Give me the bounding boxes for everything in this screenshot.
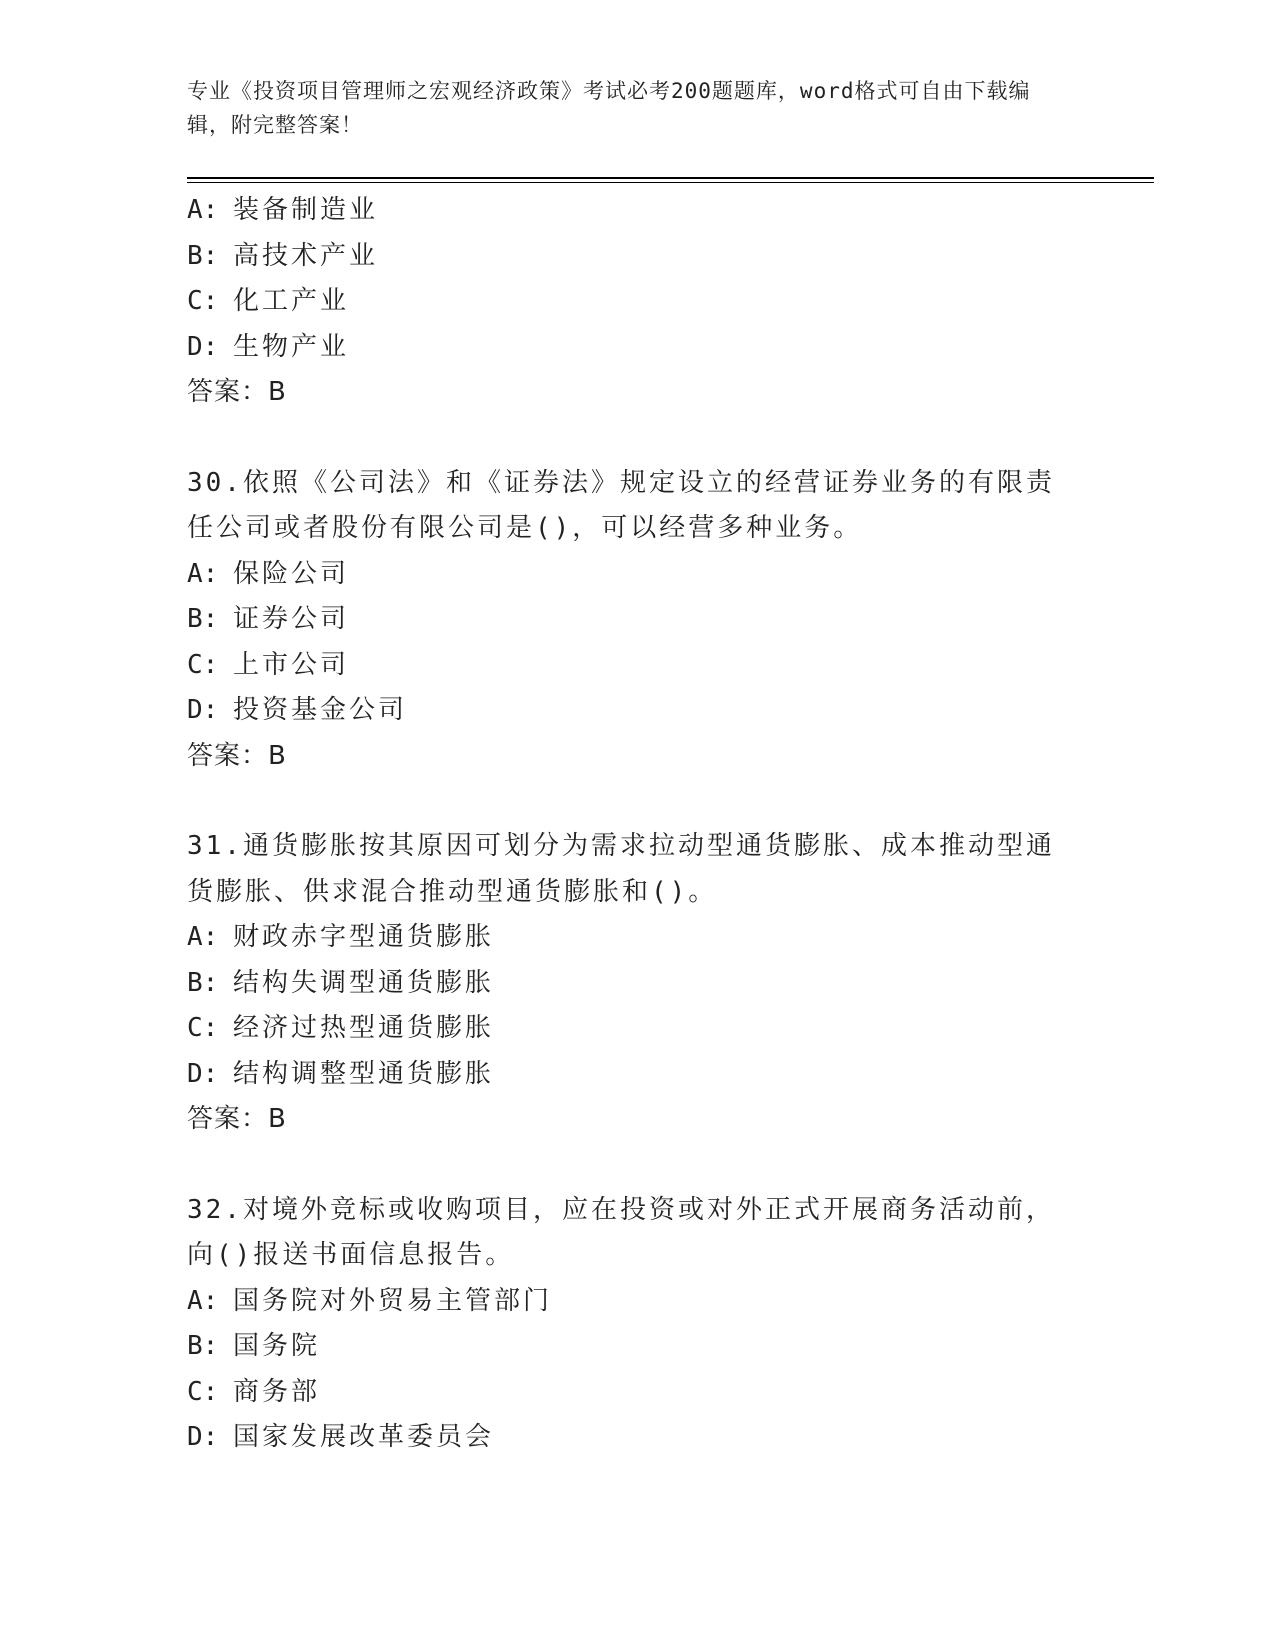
option-c: C: 经济过热型通货膨胀: [187, 1013, 495, 1043]
answer: 答案：B: [187, 1104, 287, 1134]
option-b: B: 高技术产业: [187, 240, 379, 271]
option-a: A: 国务院对外贸易主管部门: [187, 1285, 553, 1316]
question-list: [187, 188, 1087, 1461]
option-d: D: 生物产业: [187, 331, 350, 362]
option-c: C: 商务部: [187, 1376, 321, 1407]
header-rule-thick: [187, 177, 1154, 179]
question-29: [187, 188, 1087, 416]
question-stem: 30.依照《公司法》和《证券法》规定设立的经营证券业务的有限责任公司或者股份有限公司是()，可以经营多种业务。: [187, 467, 1055, 543]
option-d: D: 结构调整型通货膨胀: [187, 1058, 495, 1089]
option-b: B: 国务院: [187, 1331, 321, 1361]
question-31: [187, 824, 1087, 1143]
option-b: B: 结构失调型通货膨胀: [187, 967, 495, 998]
option-a: A: 财政赤字型通货膨胀: [187, 922, 495, 952]
header-rule-thin: [187, 182, 1154, 183]
answer: 答案：B: [187, 377, 287, 407]
question-stem: 31.通货膨胀按其原因可划分为需求拉动型通货膨胀、成本推动型通货膨胀、供求混合推动型通货膨胀和()。: [187, 831, 1055, 907]
question-30: [187, 461, 1087, 780]
option-c: C: 上市公司: [187, 649, 350, 680]
option-d: D: 国家发展改革委员会: [187, 1422, 495, 1452]
option-d: D: 投资基金公司: [187, 695, 408, 725]
option-a: A: 装备制造业: [187, 195, 379, 225]
option-a: A: 保险公司: [187, 558, 350, 589]
option-c: C: 化工产业: [187, 286, 350, 316]
question-stem: 32.对境外竞标或收购项目，应在投资或对外正式开展商务活动前，向()报送书面信息报告。: [187, 1194, 1055, 1270]
document-header: 专业《投资项目管理师之宏观经济政策》考试必考200题题库，word格式可自由下载编辑，附完整答案！: [187, 79, 1031, 137]
option-b: B: 证券公司: [187, 604, 350, 634]
answer: 答案：B: [187, 740, 287, 771]
question-32: [187, 1188, 1087, 1461]
